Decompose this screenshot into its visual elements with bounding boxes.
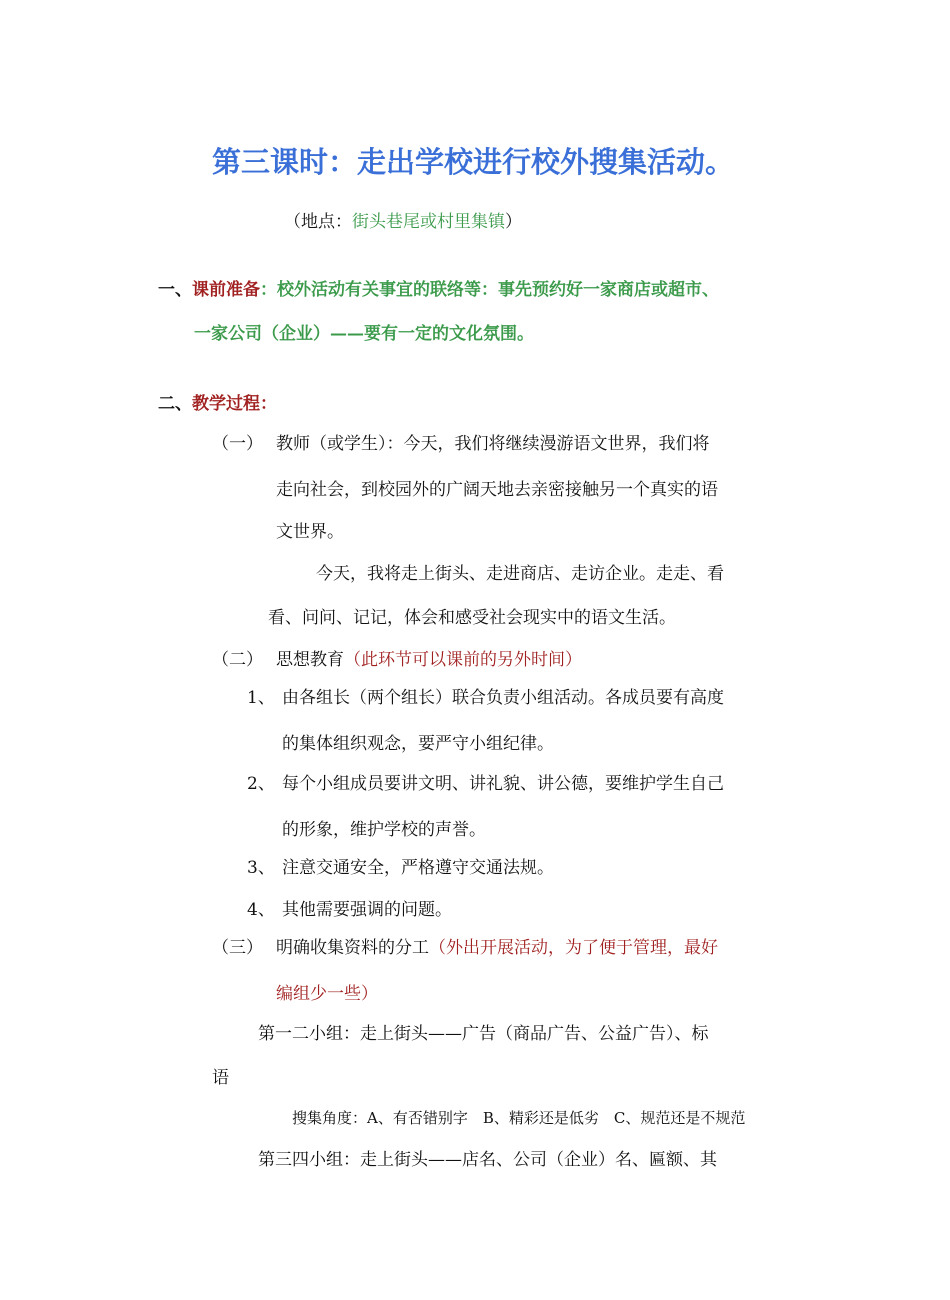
part-1-line-4: 今天，我将走上街头、走进商店、走访企业。走走、看 — [316, 564, 724, 584]
group-3-4-line: 第三四小组：走上街头——店名、公司（企业）名、匾额、其 — [258, 1150, 717, 1170]
list-item-line-1: 每个小组成员要讲文明、讲礼貌、讲公德，要维护学生自己 — [282, 774, 724, 794]
section-2-colon: ： — [260, 394, 277, 414]
part-1-number: （一） — [212, 434, 263, 454]
list-item-line-1: 注意交通安全，严格遵守交通法规。 — [282, 858, 554, 878]
location-place: 街头巷尾或村里集镇 — [352, 212, 505, 232]
search-angle-line: 搜集角度：A、有否错别字 B、精彩还是低劣 C、规范还是不规范 — [292, 1109, 746, 1127]
section-1-number: 一、 — [158, 280, 192, 300]
group-1-2-line: 第一二小组：走上街头——广告（商品广告、公益广告）、标 — [258, 1024, 709, 1044]
location-close: ） — [505, 212, 522, 232]
list-item-number: 2、 — [247, 774, 275, 794]
section-2-number: 二、 — [158, 394, 192, 414]
part-3-number: （三） — [212, 938, 263, 958]
page-title: 第三课时：走出学校进行校外搜集活动。 — [212, 145, 735, 179]
part-2-note: （此环节可以课前的另外时间） — [344, 650, 582, 670]
part-1-line-5: 看、问问、记记，体会和感受社会现实中的语文生活。 — [268, 608, 676, 628]
part-2-number: （二） — [212, 650, 263, 670]
location-open: （地点： — [284, 212, 352, 232]
part-1-line-3: 文世界。 — [276, 522, 344, 542]
section-1-colon: ： — [260, 280, 277, 300]
section-2-label: 教学过程 — [192, 394, 260, 414]
part-2-text: 思想教育 — [276, 650, 344, 670]
section-1-text-1: 校外活动有关事宜的联络等：事先预约好一家商店或超市、 — [277, 280, 719, 300]
list-item-number: 4、 — [247, 900, 275, 920]
part-3-heading — [276, 940, 718, 957]
section-1-label: 课前准备 — [192, 280, 260, 300]
part-1-line-1: 教师（或学生）：今天，我们将继续漫游语文世界，我们将 — [276, 434, 710, 454]
list-item-number: 1、 — [247, 688, 275, 708]
part-3-text: 明确收集资料的分工 — [276, 938, 429, 958]
group-1-2-wrap: 语 — [212, 1068, 229, 1088]
section-1-line-1 — [158, 282, 719, 299]
list-item-line-1: 其他需要强调的问题。 — [282, 900, 452, 920]
location-line — [284, 214, 522, 231]
list-item-line-2: 的形象，维护学校的声誉。 — [282, 820, 486, 840]
section-2-heading — [158, 396, 277, 413]
part-3-note-2: 编组少一些） — [276, 984, 378, 1004]
list-item-line-1: 由各组长（两个组长）联合负责小组活动。各成员要有高度 — [282, 688, 724, 708]
list-item-number: 3、 — [247, 858, 275, 878]
part-1-line-2: 走向社会，到校园外的广阔天地去亲密接触另一个真实的语 — [276, 480, 718, 500]
list-item-line-2: 的集体组织观念，要严守小组纪律。 — [282, 734, 554, 754]
part-3-note-1: （外出开展活动，为了便于管理，最好 — [429, 938, 718, 958]
section-1-line-2: 一家公司（企业）——要有一定的文化氛围。 — [194, 324, 534, 344]
part-2-heading — [276, 652, 582, 669]
